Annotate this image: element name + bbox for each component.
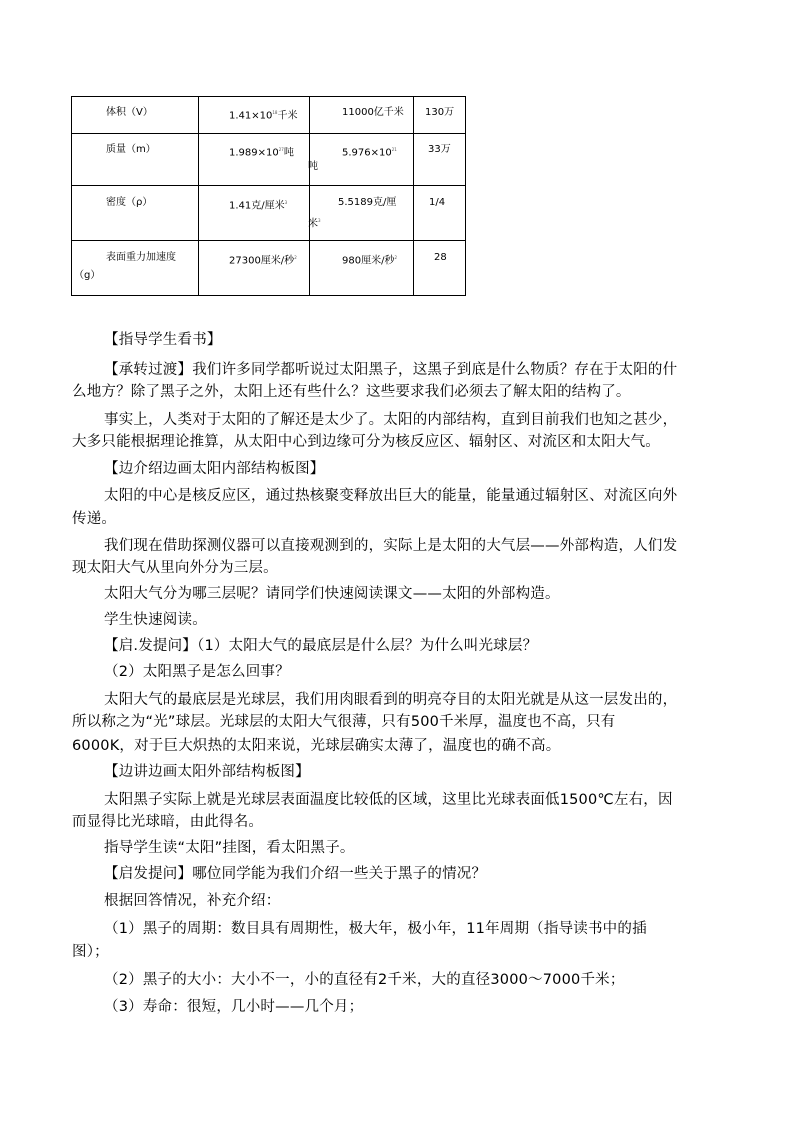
paragraph-line: 太阳大气分为哪三层呢？请同学们快速阅读课文——太阳的外部构造。 [104, 586, 560, 602]
table-cell-sun [199, 134, 310, 186]
table-cell-earth [310, 186, 414, 241]
paragraph-line: 根据回答情况，补充介绍： [104, 893, 281, 909]
earth-value-wrap: 米$^3$ [308, 218, 321, 230]
row-label: 密度（ρ） [106, 197, 153, 208]
row-label: 质量（m） [106, 144, 156, 155]
table-cell-label [72, 134, 199, 186]
table-cell-label [72, 97, 199, 134]
table-cell-ratio [414, 186, 466, 241]
table-cell-sun [199, 97, 310, 134]
paragraph-line: 【承转过渡】我们许多同学都听说过太阳黑子，这黑子到底是什么物质？存在于太阳的什 [104, 362, 678, 378]
sun-earth-comparison-table [71, 96, 466, 296]
paragraph-line: （2）太阳黑子是怎么回事？ [104, 664, 290, 680]
table-cell-earth [310, 241, 414, 296]
sun-value: 27300厘米/秒$^2$ [229, 255, 297, 267]
table-cell-label [72, 186, 199, 241]
earth-value: 11000亿千米 [342, 107, 404, 118]
paragraph-line: 【启发提问】哪位同学能为我们介绍一些关于黑子的情况？ [104, 866, 487, 882]
paragraph-line: 么地方？除了黑子之外，太阳上还有些什么？这些要求我们必须去了解太阳的结构了。 [72, 384, 631, 400]
section-heading: 【边介绍边画太阳内部结构板图】 [104, 461, 325, 477]
paragraph-line: 现太阳大气从里向外分为三层。 [72, 560, 278, 576]
earth-value: 5.5189克/厘 [338, 197, 397, 208]
table-cell-earth [310, 134, 414, 186]
paragraph-line: 【启.发提问】（1）太阳大气的最底层是什么层？为什么叫光球层？ [104, 638, 538, 654]
section-heading: 【边讲边画太阳外部结构板图】 [104, 764, 310, 780]
ratio-value: 28 [434, 252, 447, 263]
sun-value: 1.41克/厘米$^3$ [229, 200, 288, 212]
list-item: （3）寿命：很短，几小时——几个月； [104, 999, 364, 1015]
table-row [72, 241, 466, 296]
table-row [72, 186, 466, 241]
table-cell-label [72, 241, 199, 296]
list-item: （1）黑子的周期：数目具有周期性，极大年，极小年，11年周期（指导读书中的插 [104, 921, 647, 937]
list-item-wrap: 图）； [72, 944, 109, 960]
table-cell-ratio [414, 134, 466, 186]
paragraph-line: 指导学生读“太阳”挂图，看太阳黑子。 [104, 840, 355, 856]
paragraph-line: 学生快速阅读。 [104, 612, 207, 628]
sun-value: $1.41\times 10^{18}$千米 [229, 110, 298, 122]
section-heading: 【指导学生看书】 [104, 332, 222, 348]
table-cell-sun [199, 186, 310, 241]
paragraph-line: 而显得比光球暗，由此得名。 [72, 814, 264, 830]
sun-value: $1.989\times 10^{27}$吨 [229, 147, 294, 159]
table-cell-sun [199, 241, 310, 296]
paragraph-line: 事实上，人类对于太阳的了解还是太少了。太阳的内部结构，直到目前我们也知之甚少， [104, 412, 678, 428]
paragraph-line: 所以称之为“光”球层。光球层的太阳大气很薄，只有500千米厚，温度也不高，只有 [72, 714, 616, 730]
table-cell-ratio [414, 241, 466, 296]
earth-value: 980厘米/秒$^2$ [342, 255, 398, 267]
paragraph-line: 大多只能根据理论推算，从太阳中心到边缘可分为核反应区、辐射区、对流区和太阳大气。 [72, 434, 660, 450]
table-row [72, 134, 466, 186]
table-row [72, 97, 466, 134]
paragraph-line: 我们现在借助探测仪器可以直接观测到的，实际上是太阳的大气层——外部构造，人们发 [104, 538, 678, 554]
paragraph-line: 传递。 [72, 511, 117, 527]
row-label: 表面重力加速度 [106, 252, 176, 263]
ratio-value: 33万 [428, 144, 451, 155]
paragraph-line: 太阳黑子实际上就是光球层表面温度比较低的区域，这里比光球表面低1500℃左右，因 [104, 792, 673, 808]
ratio-value: 130万 [425, 107, 455, 118]
earth-value-wrap: 吨 [308, 161, 318, 172]
paragraph-line: 太阳大气的最底层是光球层，我们用肉眼看到的明亮夺目的太阳光就是从这一层发出的， [104, 692, 678, 708]
list-item: （2）黑子的大小：大小不一，小的直径有2千米，大的直径3000～7000千米； [104, 972, 625, 988]
table-cell-ratio [414, 97, 466, 134]
row-label: 体积（V） [106, 107, 153, 118]
table-cell-earth [310, 97, 414, 134]
ratio-value: 1/4 [429, 197, 446, 208]
row-label-wrap: （g） [74, 270, 101, 281]
paragraph-line: 太阳的中心是核反应区，通过热核聚变释放出巨大的能量，能量通过辐射区、对流区向外 [104, 488, 678, 504]
earth-value: $5.976\times 10^{21}$ [342, 147, 397, 159]
paragraph-line: 6000K，对于巨大炽热的太阳来说，光球层确实太薄了，温度也的确不高。 [72, 738, 561, 754]
